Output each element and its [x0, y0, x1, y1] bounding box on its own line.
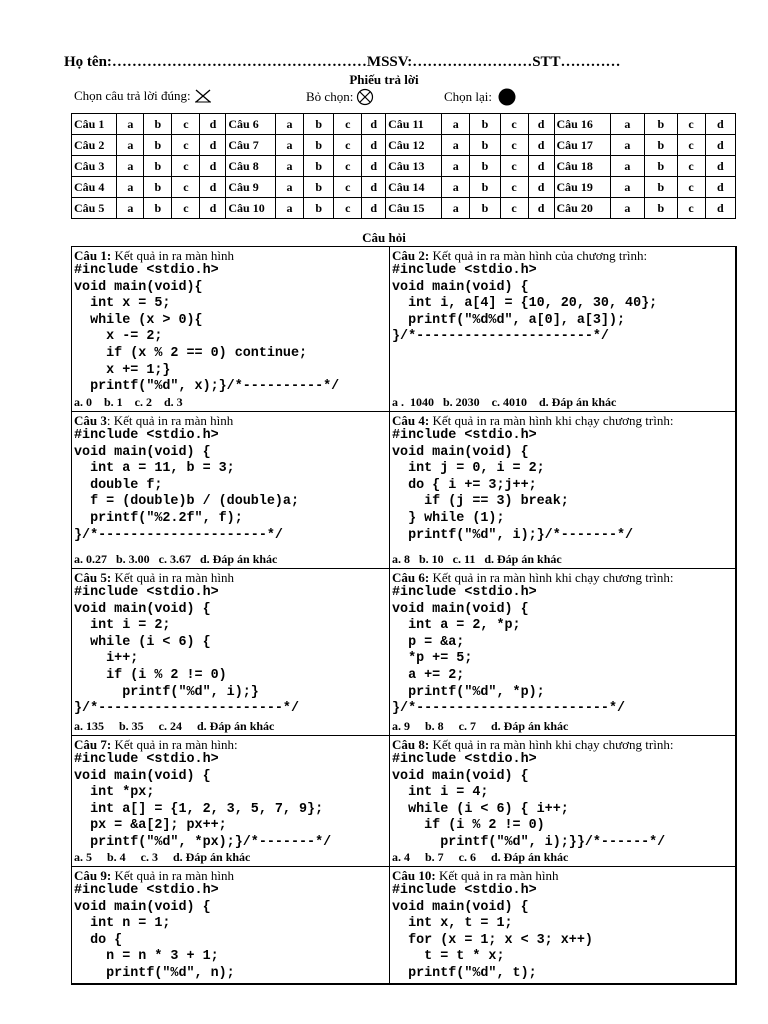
- answer-option-cell[interactable]: c: [172, 156, 200, 177]
- answer-option-cell[interactable]: c: [334, 114, 362, 135]
- question-heading: [392, 868, 734, 883]
- question-box: [389, 568, 737, 736]
- answer-option-cell[interactable]: a: [442, 177, 470, 198]
- answer-option-cell[interactable]: b: [645, 198, 677, 219]
- question-heading: [74, 868, 387, 883]
- question-label: Câu 6:: [392, 570, 430, 585]
- question-code: #include <stdio.h> void main(void) { int i = 4; while (i < 6) { i++; if (i % 2 != 0) printf("%d", i);}}/*------*/: [392, 752, 666, 850]
- answer-option-cell[interactable]: c: [334, 177, 362, 198]
- answer-option-cell[interactable]: d: [705, 135, 735, 156]
- answer-option-cell[interactable]: d: [200, 177, 226, 198]
- question-options: a. 5 b. 4 c. 3 d. Đáp án khác: [74, 850, 251, 864]
- answer-option-cell[interactable]: b: [304, 156, 334, 177]
- answer-option-cell[interactable]: b: [304, 114, 334, 135]
- answer-option-cell[interactable]: c: [677, 135, 705, 156]
- answer-option-cell[interactable]: d: [362, 114, 386, 135]
- answer-option-cell[interactable]: d: [362, 156, 386, 177]
- question-box: [389, 866, 737, 985]
- answer-option-cell[interactable]: c: [500, 156, 528, 177]
- answer-option-cell[interactable]: c: [677, 114, 705, 135]
- answer-sheet-title: Phiếu trả lời: [349, 72, 419, 87]
- answer-option-cell[interactable]: d: [362, 135, 386, 156]
- answer-option-cell[interactable]: c: [172, 135, 200, 156]
- answer-option-cell[interactable]: a: [442, 156, 470, 177]
- answer-question-label: Câu 4: [72, 177, 117, 198]
- answer-option-cell[interactable]: a: [442, 114, 470, 135]
- question-box: [71, 246, 390, 412]
- student-info-line: Họ tên:……………………………………………MSSV:……………………STT…………: [64, 54, 621, 70]
- question-prompt: Kết quả in ra màn hình: [111, 570, 234, 585]
- answer-option-cell[interactable]: a: [610, 198, 645, 219]
- question-label: Câu 9:: [74, 868, 112, 883]
- answer-option-cell[interactable]: d: [200, 156, 226, 177]
- question-code: #include <stdio.h> void main(void) { int n = 1; do { n = n * 3 + 1; printf("%d", n);: [74, 883, 235, 981]
- answer-option-cell[interactable]: a: [610, 156, 645, 177]
- question-prompt: Kết quả in ra màn hình: [435, 868, 559, 883]
- question-options: a. 9 b. 8 c. 7 d. Đáp án khác: [392, 719, 569, 733]
- answer-option-cell[interactable]: b: [144, 198, 172, 219]
- answer-option-cell[interactable]: c: [500, 177, 528, 198]
- answer-option-cell[interactable]: b: [470, 198, 500, 219]
- answer-option-cell[interactable]: b: [470, 156, 500, 177]
- question-code: #include <stdio.h> void main(void) { int a = 11, b = 3; double f; f = (double)b / (double)a; printf("%2.2f", f); }/*---------------------*/: [74, 428, 299, 543]
- question-heading: [392, 413, 734, 428]
- question-heading: [74, 737, 387, 752]
- answer-option-cell[interactable]: b: [304, 135, 334, 156]
- answer-option-cell[interactable]: b: [304, 198, 334, 219]
- answer-question-label: Câu 5: [72, 198, 117, 219]
- question-box: [71, 568, 390, 736]
- answer-option-cell[interactable]: b: [645, 177, 677, 198]
- question-label: Câu 5:: [74, 570, 112, 585]
- question-label: Câu 10:: [392, 868, 436, 883]
- answer-option-cell[interactable]: b: [144, 177, 172, 198]
- answer-option-cell[interactable]: c: [334, 135, 362, 156]
- answer-question-label: Câu 12: [386, 135, 442, 156]
- answer-option-cell[interactable]: d: [705, 177, 735, 198]
- question-prompt: Kết quả in ra màn hình khi chạy chương trình:: [429, 570, 674, 585]
- question-box: [389, 411, 737, 569]
- answer-option-cell[interactable]: a: [117, 198, 144, 219]
- legend-unchoose-label: Bỏ chọn:: [306, 89, 354, 104]
- question-label: Câu 1:: [74, 248, 112, 263]
- answer-option-cell[interactable]: c: [334, 156, 362, 177]
- question-code: #include <stdio.h> void main(void) { int i = 2; while (i < 6) { i++; if (i % 2 != 0) printf("%d", i);} }/*-----------------------*/: [74, 585, 299, 717]
- answer-option-cell[interactable]: b: [144, 114, 172, 135]
- answer-question-label: Câu 14: [386, 177, 442, 198]
- filled-circle-icon: [494, 88, 518, 106]
- question-prompt: Kết quả in ra màn hình:: [111, 737, 238, 752]
- answer-option-cell[interactable]: b: [645, 135, 677, 156]
- answer-option-cell[interactable]: d: [528, 135, 554, 156]
- answer-option-cell[interactable]: d: [362, 177, 386, 198]
- answer-option-cell[interactable]: b: [144, 156, 172, 177]
- answer-option-cell[interactable]: b: [470, 114, 500, 135]
- answer-question-label: Câu 8: [226, 156, 276, 177]
- answer-option-cell[interactable]: d: [528, 198, 554, 219]
- answer-question-label: Câu 16: [554, 114, 610, 135]
- answer-question-label: Câu 3: [72, 156, 117, 177]
- answer-option-cell[interactable]: b: [470, 177, 500, 198]
- answer-question-label: Câu 15: [386, 198, 442, 219]
- answer-option-cell[interactable]: d: [705, 198, 735, 219]
- answer-option-cell[interactable]: c: [500, 114, 528, 135]
- answer-option-cell[interactable]: d: [528, 114, 554, 135]
- answer-option-cell[interactable]: d: [362, 198, 386, 219]
- answer-question-label: Câu 17: [554, 135, 610, 156]
- legend-choose-label: Chọn câu trả lời đúng:: [74, 88, 191, 103]
- question-heading: [74, 570, 387, 585]
- answer-question-label: Câu 10: [226, 198, 276, 219]
- answer-option-cell[interactable]: c: [677, 177, 705, 198]
- answer-option-cell[interactable]: a: [276, 177, 304, 198]
- answer-option-cell[interactable]: c: [172, 114, 200, 135]
- answer-option-cell[interactable]: d: [528, 156, 554, 177]
- question-code: #include <stdio.h> void main(void) { int a = 2, *p; p = &a; *p += 5; a += 2; printf("%d", *p); }/*------------------------*/: [392, 585, 626, 717]
- answer-question-label: Câu 9: [226, 177, 276, 198]
- answer-option-cell[interactable]: a: [610, 135, 645, 156]
- answer-question-label: Câu 1: [72, 114, 117, 135]
- question-options: a. 4 b. 7 c. 6 d. Đáp án khác: [392, 850, 569, 864]
- answer-option-cell[interactable]: a: [276, 198, 304, 219]
- question-prompt: Kết quả in ra màn hình: [111, 868, 234, 883]
- questions-title: Câu hỏi: [362, 230, 406, 245]
- answer-option-cell[interactable]: c: [500, 198, 528, 219]
- question-box: [389, 246, 737, 412]
- question-prompt: Kết quả in ra màn hình: [111, 248, 234, 263]
- answer-option-cell[interactable]: b: [645, 114, 677, 135]
- answer-option-cell[interactable]: a: [117, 156, 144, 177]
- answer-option-cell[interactable]: a: [442, 198, 470, 219]
- answer-option-cell[interactable]: a: [276, 135, 304, 156]
- answer-option-cell[interactable]: d: [200, 114, 226, 135]
- answer-row: [72, 177, 736, 198]
- answer-option-cell[interactable]: a: [117, 114, 144, 135]
- question-label: Câu 4:: [392, 413, 430, 428]
- question-heading: [74, 413, 387, 428]
- answer-question-label: Câu 6: [226, 114, 276, 135]
- answer-question-label: Câu 11: [386, 114, 442, 135]
- marking-legend: [74, 88, 694, 108]
- answer-option-cell[interactable]: a: [276, 156, 304, 177]
- answer-option-cell[interactable]: a: [276, 114, 304, 135]
- question-heading: [392, 737, 734, 752]
- question-options: a. 0.27 b. 3.00 c. 3.67 d. Đáp án khác: [74, 552, 278, 566]
- question-box: [71, 411, 390, 569]
- question-options: a. 8 b. 10 c. 11 d. Đáp án khác: [392, 552, 562, 566]
- answer-question-label: Câu 20: [554, 198, 610, 219]
- circled-cross-icon: [355, 88, 375, 106]
- answer-option-cell[interactable]: c: [172, 177, 200, 198]
- answer-option-cell[interactable]: a: [117, 135, 144, 156]
- questions-grid: [71, 246, 736, 984]
- answer-option-cell[interactable]: a: [610, 177, 645, 198]
- question-code: #include <stdio.h> void main(void) { int i, a[4] = {10, 20, 30, 40}; printf("%d%d", a[0], a[3]); }/*----------------------*/: [392, 263, 658, 345]
- question-label: Câu 3: [74, 413, 107, 428]
- question-options: a. 135 b. 35 c. 24 d. Đáp án khác: [74, 719, 275, 733]
- legend-rechoose: [444, 88, 518, 106]
- answer-option-cell[interactable]: c: [677, 156, 705, 177]
- question-prompt: Kết quả in ra màn hình của chương trình:: [429, 248, 648, 263]
- question-heading: [392, 570, 734, 585]
- question-label: Câu 7:: [74, 737, 112, 752]
- question-code: #include <stdio.h> void main(void) { int x, t = 1; for (x = 1; x < 3; x++) t = t * x; printf("%d", t);: [392, 883, 593, 981]
- answer-option-cell[interactable]: b: [304, 177, 334, 198]
- question-options: a . 1040 b. 2030 c. 4010 d. Đáp án khác: [392, 395, 617, 409]
- answer-option-cell[interactable]: a: [442, 135, 470, 156]
- cross-mark-icon: [193, 88, 213, 104]
- legend-rechoose-label: Chọn lại:: [444, 89, 493, 104]
- answer-question-label: Câu 18: [554, 156, 610, 177]
- question-label: Câu 2:: [392, 248, 430, 263]
- answer-option-cell[interactable]: d: [705, 114, 735, 135]
- legend-unchoose: [306, 88, 375, 106]
- question-heading: [74, 248, 387, 263]
- answer-option-cell[interactable]: c: [500, 135, 528, 156]
- question-box: [389, 735, 737, 867]
- question-code: #include <stdio.h> void main(void) { int *px; int a[] = {1, 2, 3, 5, 7, 9}; px = &a[2]; px++; printf("%d", *px);}/*-------*/: [74, 752, 332, 850]
- question-label: Câu 8:: [392, 737, 430, 752]
- answer-row: [72, 198, 736, 219]
- answer-row: [72, 135, 736, 156]
- answer-option-cell[interactable]: b: [144, 135, 172, 156]
- question-prompt: : Kết quả in ra màn hình: [106, 413, 234, 428]
- answer-option-cell[interactable]: b: [645, 156, 677, 177]
- answer-option-cell[interactable]: a: [117, 177, 144, 198]
- question-prompt: Kết quả in ra màn hình khi chạy chương trình:: [429, 737, 674, 752]
- question-box: [71, 735, 390, 867]
- question-box: [71, 866, 390, 985]
- question-code: #include <stdio.h> void main(void){ int x = 5; while (x > 0){ x -= 2; if (x % 2 == 0) continue; x += 1;} printf("%d", x);}/*----------*/: [74, 263, 340, 395]
- answer-row: [72, 156, 736, 177]
- answer-option-cell[interactable]: d: [200, 198, 226, 219]
- answer-question-label: Câu 13: [386, 156, 442, 177]
- question-heading: [392, 248, 734, 263]
- question-options: a. 0 b. 1 c. 2 d. 3: [74, 395, 183, 409]
- answer-question-label: Câu 7: [226, 135, 276, 156]
- answer-grid: [71, 113, 736, 219]
- answer-option-cell[interactable]: b: [470, 135, 500, 156]
- legend-choose: [74, 88, 213, 104]
- answer-option-cell[interactable]: d: [200, 135, 226, 156]
- answer-option-cell[interactable]: c: [172, 198, 200, 219]
- answer-question-label: Câu 19: [554, 177, 610, 198]
- question-code: #include <stdio.h> void main(void) { int j = 0, i = 2; do { i += 3;j++; if (j == 3) break; } while (1); printf("%d", i);}/*-------*/: [392, 428, 634, 543]
- question-prompt: Kết quả in ra màn hình khi chạy chương trình:: [429, 413, 674, 428]
- answer-row: [72, 114, 736, 135]
- answer-option-cell[interactable]: c: [677, 198, 705, 219]
- answer-option-cell[interactable]: d: [528, 177, 554, 198]
- answer-question-label: Câu 2: [72, 135, 117, 156]
- answer-option-cell[interactable]: c: [334, 198, 362, 219]
- answer-option-cell[interactable]: a: [610, 114, 645, 135]
- answer-option-cell[interactable]: d: [705, 156, 735, 177]
